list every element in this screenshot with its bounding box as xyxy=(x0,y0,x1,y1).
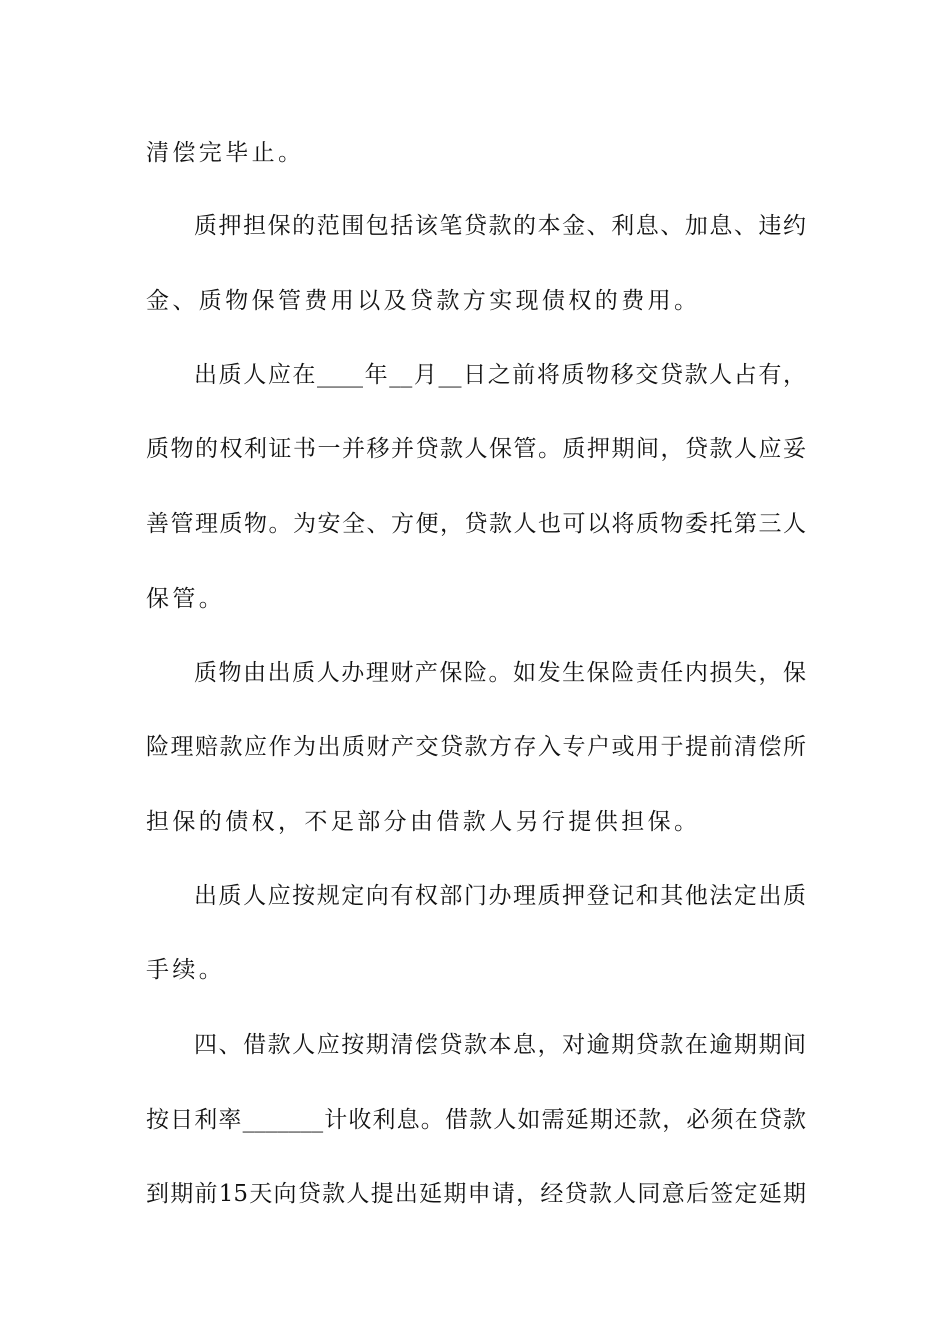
text-line: 按日利率_______计收利息。借款人如需延期还款，必须在贷款 xyxy=(146,1107,806,1133)
text-line: 担保的债权，不足部分由借款人另行提供担保。 xyxy=(146,809,701,835)
text-line: 出质人应在____年__月__日之前将质物移交贷款人占有， xyxy=(194,362,806,388)
text-line: 质物由出质人办理财产保险。如发生保险责任内损失，保 xyxy=(194,660,806,686)
text-line: 到期前15天向贷款人提出延期申请，经贷款人同意后签定延期 xyxy=(146,1181,806,1207)
text-line: 质物的权利证书一并移并贷款人保管。质押期间，贷款人应妥 xyxy=(146,436,806,462)
text-line: 清偿完毕止。 xyxy=(146,140,305,166)
text-line: 手续。 xyxy=(146,957,226,983)
text-line: 险理赔款应作为出质财产交贷款方存入专户或用于提前清偿所 xyxy=(146,734,806,760)
text-line: 金、质物保管费用以及贷款方实现债权的费用。 xyxy=(146,288,701,314)
text-line: 出质人应按规定向有权部门办理质押登记和其他法定出质 xyxy=(194,883,806,909)
text-line: 保管。 xyxy=(146,586,226,612)
text-line: 善管理质物。为安全、方便，贷款人也可以将质物委托第三人 xyxy=(146,511,806,537)
text-line: 四、借款人应按期清偿贷款本息，对逾期贷款在逾期期间 xyxy=(194,1032,806,1058)
text-line: 质押担保的范围包括该笔贷款的本金、利息、加息、违约 xyxy=(194,213,806,239)
